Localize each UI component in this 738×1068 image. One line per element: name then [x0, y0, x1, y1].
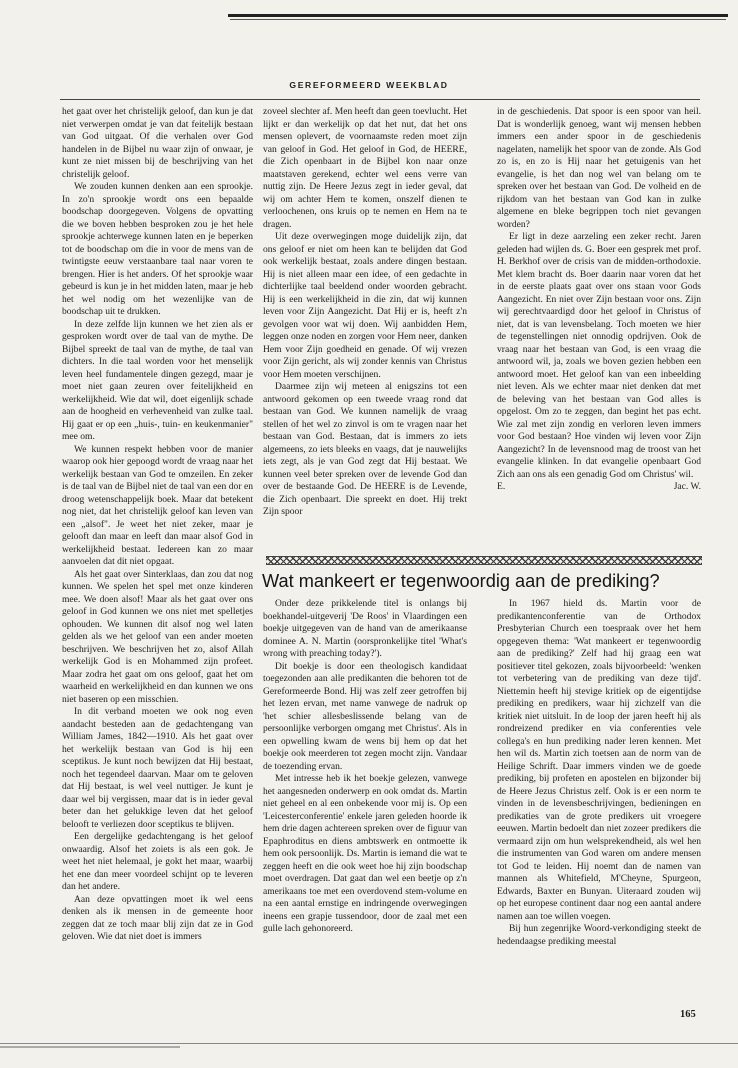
column-3 — [497, 106, 701, 494]
signature-right: Jac. W. — [673, 481, 701, 492]
column-1 — [62, 106, 253, 944]
paragraph: Dit boekje is door een theologisch kandidaat toegezonden aan alle predikanten die behoren tot de Gereformeerde Bond. Hij was zelf zeer getroffen bij het lezen ervan, met name vanwege de nadruk op 'het schier allesbeslissende belang van de persoonlijke verborgen omgang met Christus'. Als in een opwelling kwam de wens bij hem op dat het boekje ook meerderen tot zegen mocht zijn. Vandaar de toezending ervan. — [263, 660, 467, 772]
header-rule — [60, 99, 700, 100]
paragraph: Een dergelijke gedachtengang is het geloof onwaardig. Alsof het zoiets is als een gok. Je weet het niet helemaal, je gokt het maar, waarbij het ene dan meer voordeel schijnt op te leveren dan het andere. — [62, 831, 253, 892]
paragraph: In 1967 hield ds. Martin voor de predikantenconferentie van de Orthodox Presbyterian Church een toespraak over het hem opgegeven thema: 'Wat mankeert er tegenwoordig aan de prediking?' Zelf had hij graag een wat positiever titel gekozen, zoals bijvoorbeeld: 'wenken tot verbetering van de prediking van deze tijd'. Niettemin heeft hij stevige kritiek op de eigentijdse prediking en predikers, waar hij zichzelf van die kritiek niet uitsluit. In de loop der jaren heeft hij als rondreizend prediker en via conferenties vele collega's en hun prediking nader leren kennen. Met hen wil ds. Martin zich toetsen aan de norm van de Heilige Schrift. Daar immers vinden we de goede prediking, bij profeten en apostelen en bijzonder bij de Heere Jezus Christus zelf. Ook is er een norm te vinden in de levensbeschrijvingen, bedieningen en predikaties van de grote predikers uit vroegere eeuwen. Martin bedoelt dan niet zozeer predikers die vermaard zijn om hun welsprekendheid, als wel hen die instrumenten van God waren om andere mensen tot God te leiden. Hij noemt dan de namen van mannen als Whitefield, M'Cheyne, Spurgeon, Edwards, Baxter en Bunyan. Uiteraard zouden wij op het europese continent daar nog een aantal andere namen aan toe willen voegen. — [497, 598, 701, 922]
bottom-rule — [0, 1043, 738, 1044]
article-title: Wat mankeert er tegenwoordig aan de prediking? — [262, 571, 660, 591]
paragraph: Daarmee zijn wij meteen al enigszins tot een antwoord gekomen op een tweede vraag rond dat bestaan van God. We kunnen namelijk de vraag stellen of het wel zo zinvol is om te vragen naar het bestaan van God. Bestaan, dat is immers zo iets algemeens, zo iets bleeks en vaags, dat je nauwelijks iets zegt, als je van God zegt dat Hij bestaat. We kunnen veel beter spreken over de levende God dan over de bestaande God. De HEERE is de Levende, die Zich openbaart. Die spreekt en doet. Hij trekt Zijn spoor — [263, 381, 467, 517]
signature-left: E. — [497, 481, 506, 492]
article-column-3 — [497, 598, 701, 948]
paragraph: zoveel slechter af. Men heeft dan geen toevlucht. Het lijkt er dan werkelijk op dat het nut, dat het ons mensen oplevert, de voornaamste reden moet zijn van geloof in God. Het geloof in God, de HEERE, die Zich openbaart in de Bijbel kon naar onze maatstaven gerekend, echter wel eens verre van nuttig zijn. De Heere Jezus zegt in ieder geval, dat wij om achter Hem te komen, onszelf dienen te verloochenen, ons kruis op te nemen en Hem na te dragen. — [263, 106, 467, 230]
bottom-rule-short — [0, 1046, 180, 1048]
paragraph: in de geschiedenis. Dat spoor is een spoor van heil. Dat is wonderlijk genoeg, want wij mensen hebben immers een ander spoor in de geschiedenis nagelaten, namelijk het spoor van de zonde. Als God zo is, en zo is Hij naar het getuigenis van het evangelie, is het dan nog wel van belang om te spreken over het bestaan van God. De volheid en de rijkdom van het bestaan van God kan in zulke algemene en bleke begrippen toch niet gevangen worden? — [497, 106, 701, 230]
paragraph: In dit verband moeten we ook nog even aandacht besteden aan de gedachtengang van William James, 1842—1910. Als het gaat over het werkelijk bestaan van God is hij een sceptikus. Je kunt noch bewijzen dat Hij bestaat, noch het tegendeel daarvan. Maar om te geloven dat Hij bestaat, is wel veel nuttiger. Je kunt je daar wel bij vergissen, maar dat is in ieder geval beter dan het gelukkige leven dat het geloof belooft te verliezen door sceptikus te blijven. — [62, 706, 253, 830]
paragraph: Als het gaat over Sinterklaas, dan zou dat nog kunnen. We spelen het spel met onze kinderen mee. We doen alsof! Maar als het gaat over ons geloof in God kunnen we ons niet met spelletjes ophouden. We kunnen dit alsof nog wel laten gelden als we het geloof van een ander moeten beschrijven. We beschrijven het zo, alsof Allah werkelijk God is en Mohammed zijn profeet. Maar zodra het gaat om ons geloof, gaat het om waarheid en werkelijkheid en dan kunnen we ons niet baseren op een misschien. — [62, 568, 253, 705]
paragraph: het gaat over het christelijk geloof, dan kun je dat niet verwerpen omdat je van dat feitelijk bestaan van God uitgaat. Of die verhalen over God handelen in de Bijbel nu waar zijn of onwaar, je kunt ze niet missen bij de beschrijving van het christelijk geloof. — [62, 106, 253, 180]
paragraph: Er ligt in deze aarzeling een zeker recht. Jaren geleden had wijlen ds. G. Boer een gesprek met prof. H. Berkhof over de crisis van de midden-orthodoxie. Met klem bracht ds. Boer daarin naar voren dat het in de eerste plaats gaat over ons staan voor Gods Aangezicht. En niet over Zijn bestaan voor ons. Zijn wij gerechtvaardigd door het geloof in Christus of niet, dat is van levensbelang. Toch moeten we hier de tegenstellingen niet onnodig opdrijven. Ook de vraag naar het bestaan van God, is een vraag die antwoord wil, ja, zoals we boven gezien hebben een antwoord moet. Het geloof kan van een inbeelding niet leven. Als we echter maar niet denken dat met de beleving van het bestaan van God alles is opgelost. Om zo te zeggen, dan begint het pas echt. Wie zal met zijn zondig en verloren leven immers voor God bestaan? Hoe vinden wij leven voor Zijn Aangezicht? In de levensnood mag de troost van het evangelie klinken. In dat evangelie openbaart God Zich aan ons als een genadig God om Christus' wil. — [497, 231, 701, 480]
top-rule-fine — [230, 19, 726, 20]
paragraph: Aan deze opvattingen moet ik wel eens denken als ik mensen in de gemeente hoor zeggen dat ze toch maar blij zijn dat ze in God geloven. Wie dat niet doet is immers — [62, 893, 253, 942]
top-rule — [228, 14, 728, 17]
paragraph: Met intresse heb ik het boekje gelezen, vanwege het aangesneden onderwerp en ook omdat ds. Martin niet geheel en al een onbekende voor mij is. Op een 'Leicesterconferentie' enkele jaren geleden hoorde ik hem drie dagen achtereen spreken over de figuur van Epaphroditus en diens ambtswerk en ontmoette ik hem ook persoonlijk. Ds. Martin is iemand die wat te zeggen heeft en die ook weet hoe hij zijn boodschap moet overdragen. Dat gaat dan wel een beetje op z'n amerikaans toe met een overdovend stem-volume en na een aantal ernstige en indringende overwegingen ineens een grapje tussendoor, door de zaal met een gulle lach gehonoreerd. — [263, 773, 467, 934]
paragraph: Uit deze overwegingen moge duidelijk zijn, dat ons geloof er niet om heen kan te belijden dat God ook werkelijk bestaat, zoals andere dingen bestaan. Hij is niet alleen maar een idee, of een gedachte in dichterlijke taal beeldend onder woorden gebracht. Hij is een werkelijkheid in die zin, dat wij kunnen leven voor Zijn Aangezicht. Dat Hij er is, heeft z'n gevolgen voor wat wij doen. Wij aanbidden Hem, leggen onze noden en zorgen voor Hem neer, danken Hem voor Zijn goedheid en genade. Of wij vrezen voor Zijn gericht, als wij zonder kennis van Christus voor Hem moeten verschijnen. — [263, 231, 467, 380]
column-2 — [263, 106, 467, 519]
page-number: 165 — [680, 1009, 696, 1020]
masthead-title: GEREFORMEERD WEEKBLAD — [289, 80, 449, 90]
signature-line — [497, 481, 701, 494]
paragraph: Onder deze prikkelende titel is onlangs bij boekhandel-uitgeverij 'De Roos' in Vlaardingen een boekje uitgegeven van de hand van de amerikaanse dominee A. N. Martin (oorspronkelijke titel 'What's wrong with preaching today?'). — [263, 598, 467, 659]
ornamental-divider — [266, 556, 702, 565]
paragraph: Bij hun zegenrijke Woord-verkondiging steekt de hedendaagse prediking meestal — [497, 923, 701, 947]
paragraph: In deze zelfde lijn kunnen we het zien als er gesproken wordt over de taal van de mythe. De Bijbel spreekt de taal van de mythe, de taal van dichters. In die taal worden voor het menselijk leven heel fundamentele dingen gezegd, maar je moet niet gaan zeuren over feitelijkheid en werkelijkheid. Wie dat wil, doet eigenlijk schade aan de hoogheid en verhevenheid van zulke taal. Hij gaat er op een „huis-, tuin- en keukenmanier" mee om. — [62, 318, 253, 442]
article-column-2 — [263, 598, 467, 936]
paragraph: We zouden kunnen denken aan een sprookje. In zo'n sprookje wordt ons een bepaalde boodschap doorgegeven. Volgens de opvatting die we boven hebben besproken zou je het hele sprookje achterwege kunnen laten en je beperken tot de boodschap om die in voor de mens van de twintigste eeuw verstaanbare taal naar voren te brengen. Hier is het anders. Of het sprookje waar gebeurd is kun je in het midden laten, maar je heb het wel nodig om het wezenlijke van de boodschap uit te drukken. — [62, 181, 253, 317]
paragraph: We kunnen respekt hebben voor de manier waarop ook hier gepoogd wordt de vraag naar het werkelijk bestaan van God te omzeilen. En zeker is de taal van de Bijbel niet de taal van een dor en droog wetenschappelijk boek. Maar dat betekent nog niet, dat het christelijk geloof kan leven van een „alsof". Je weet het niet zeker, maar je gelooft dan maar en leeft dan maar alsof God in werkelijkheid bestaat. Iedereen kan zo maar aanvoelen dat dit niet opgaat. — [62, 443, 253, 567]
